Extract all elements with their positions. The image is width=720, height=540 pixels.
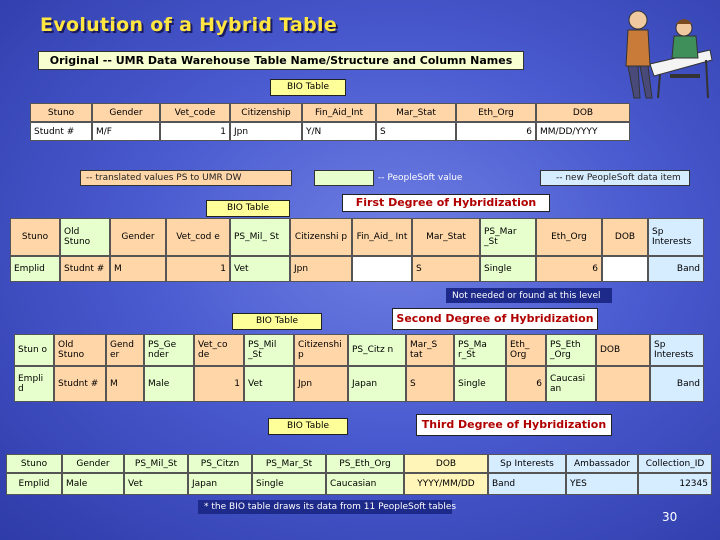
second-value-cell: Band — [650, 366, 704, 402]
first-header-cell: Fin_Aid_ Int — [352, 218, 412, 256]
second-value-cell: Single — [454, 366, 506, 402]
second-value-cell: Japan — [348, 366, 406, 402]
second-value-cell: Empli d — [14, 366, 54, 402]
second-header-cell: PS_Ma r_St — [454, 334, 506, 366]
third-header-cell: PS_Eth_Org — [326, 454, 404, 473]
first-header-cell: Gender — [110, 218, 166, 256]
first-header-cell: PS_Mar _St — [480, 218, 536, 256]
orig-header-cell: Citizenship — [230, 103, 302, 122]
third-value-cell: Emplid — [6, 473, 62, 495]
second-value-cell: 1 — [194, 366, 244, 402]
original-banner: Original -- UMR Data Warehouse Table Name/Structure and Column Names — [38, 51, 524, 70]
first-header-cell: Citizenshi p — [290, 218, 352, 256]
second-header-cell: Citizenshi p — [294, 334, 348, 366]
first-value-cell: 6 — [536, 256, 602, 282]
page-title: Evolution of a Hybrid Table — [40, 14, 338, 36]
second-value-cell: Vet — [244, 366, 294, 402]
second-value-cell: M — [106, 366, 144, 402]
second-header-cell: DOB — [596, 334, 650, 366]
orig-value-cell: 1 — [160, 122, 230, 141]
orig-value-cell: M/F — [92, 122, 160, 141]
third-value-cell: 12345 — [638, 473, 712, 495]
first-value-cell — [352, 256, 412, 282]
first-header-cell: Vet_cod e — [166, 218, 230, 256]
second-header-cell: Sp Interests — [650, 334, 704, 366]
second-header-cell: Vet_co de — [194, 334, 244, 366]
second-value-cell: Male — [144, 366, 194, 402]
third-value-cell: Japan — [188, 473, 252, 495]
first-header-cell: Eth_Org — [536, 218, 602, 256]
second-value-cell: S — [406, 366, 454, 402]
first-header-cell: Mar_Stat — [412, 218, 480, 256]
first-value-cell: 1 — [166, 256, 230, 282]
first-value-cell — [602, 256, 648, 282]
first-value-cell: Vet — [230, 256, 290, 282]
orig-value-cell: Studnt # — [30, 122, 92, 141]
second-bio-label: BIO Table — [232, 313, 322, 330]
third-bio-label: BIO Table — [268, 418, 348, 435]
second-value-cell: Studnt # — [54, 366, 106, 402]
first-header-cell: Sp Interests — [648, 218, 704, 256]
third-header-cell: Stuno — [6, 454, 62, 473]
legend-peoplesoft-swatch — [314, 170, 374, 186]
third-value-cell: Band — [488, 473, 566, 495]
third-value-cell: Single — [252, 473, 326, 495]
orig-value-cell: 6 — [456, 122, 536, 141]
third-header-cell: PS_Citzn — [188, 454, 252, 473]
third-header-cell: Sp Interests — [488, 454, 566, 473]
first-value-cell: Single — [480, 256, 536, 282]
first-degree-heading: First Degree of Hybridization — [342, 194, 550, 212]
third-value-cell: Male — [62, 473, 124, 495]
second-header-cell: PS_Citz n — [348, 334, 406, 366]
footnote: * the BIO table draws its data from 11 PeopleSoft tables — [204, 502, 457, 512]
orig-header-cell: DOB — [536, 103, 630, 122]
second-header-cell: Mar_S tat — [406, 334, 454, 366]
page-number: 30 — [662, 510, 678, 524]
first-value-cell: S — [412, 256, 480, 282]
second-value-cell — [596, 366, 650, 402]
second-header-cell: Eth_ Org — [506, 334, 546, 366]
legend-new-text: -- new PeopleSoft data item — [556, 173, 681, 183]
orig-value-cell: Y/N — [302, 122, 376, 141]
second-header-cell: PS_Eth _Org — [546, 334, 596, 366]
third-header-cell: Ambassador — [566, 454, 638, 473]
not-needed-note: Not needed or found at this level — [452, 291, 601, 301]
orig-value-cell: Jpn — [230, 122, 302, 141]
first-value-cell: Studnt # — [60, 256, 110, 282]
people-at-drafting-table-icon — [610, 4, 714, 100]
legend-translated-text: -- translated values PS to UMR DW — [86, 173, 242, 183]
third-value-cell: YES — [566, 473, 638, 495]
third-value-cell: Caucasian — [326, 473, 404, 495]
first-bio-label: BIO Table — [206, 200, 290, 217]
third-degree-heading: Third Degree of Hybridization — [416, 414, 612, 436]
orig-header-cell: Vet_code — [160, 103, 230, 122]
second-header-cell: PS_Ge nder — [144, 334, 194, 366]
orig-header-cell: Gender — [92, 103, 160, 122]
orig-header-cell: Mar_Stat — [376, 103, 456, 122]
third-header-cell: PS_Mar_St — [252, 454, 326, 473]
first-header-cell: PS_Mil_ St — [230, 218, 290, 256]
third-header-cell: PS_Mil_St — [124, 454, 188, 473]
second-value-cell: Caucasi an — [546, 366, 596, 402]
orig-header-cell: Fin_Aid_Int — [302, 103, 376, 122]
first-value-cell: Jpn — [290, 256, 352, 282]
first-header-cell: Old Stuno — [60, 218, 110, 256]
first-value-cell: M — [110, 256, 166, 282]
second-value-cell: 6 — [506, 366, 546, 402]
first-value-cell: Band — [648, 256, 704, 282]
second-degree-heading: Second Degree of Hybridization — [392, 308, 598, 330]
bio-table-label: BIO Table — [270, 79, 346, 96]
orig-value-cell: MM/DD/YYYY — [536, 122, 630, 141]
second-header-cell: Old Stuno — [54, 334, 106, 366]
second-value-cell: Jpn — [294, 366, 348, 402]
first-value-cell: Emplid — [10, 256, 60, 282]
first-header-cell: Stuno — [10, 218, 60, 256]
second-header-cell: PS_Mil _St — [244, 334, 294, 366]
third-value-cell: YYYY/MM/DD — [404, 473, 488, 495]
orig-header-cell: Stuno — [30, 103, 92, 122]
third-value-cell: Vet — [124, 473, 188, 495]
orig-value-cell: S — [376, 122, 456, 141]
third-header-cell: Collection_ID — [638, 454, 712, 473]
first-header-cell: DOB — [602, 218, 648, 256]
third-header-cell: Gender — [62, 454, 124, 473]
second-header-cell: Stun o — [14, 334, 54, 366]
third-header-cell: DOB — [404, 454, 488, 473]
legend-peoplesoft-text: -- PeopleSoft value — [378, 173, 463, 183]
orig-header-cell: Eth_Org — [456, 103, 536, 122]
second-header-cell: Gend er — [106, 334, 144, 366]
